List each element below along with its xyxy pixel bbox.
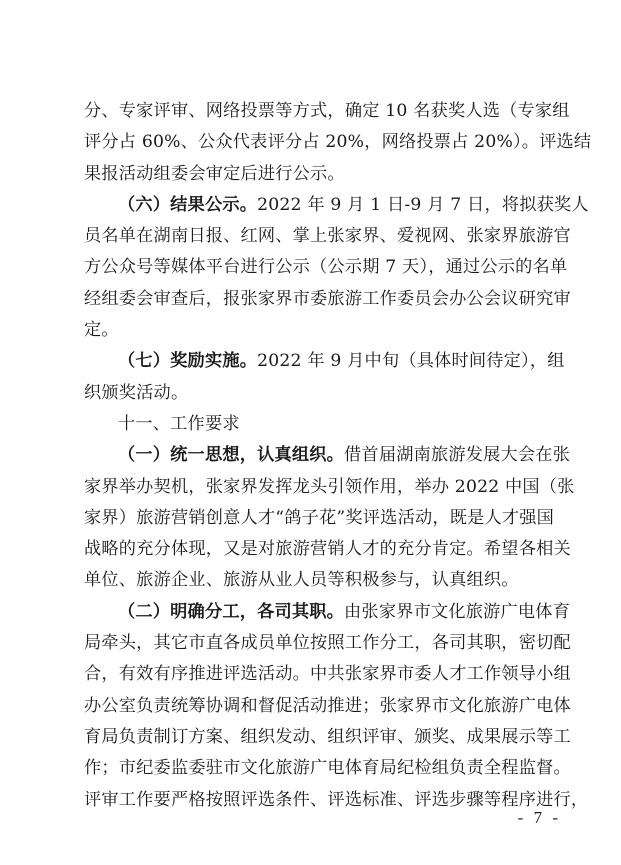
text-span: 由张家界市文化旅游广电体育 [344, 601, 571, 622]
text-line: 家界）旅游营销创意人才“鸽子花”奖评选活动，既是人才强国 [84, 507, 555, 528]
text-line: 家界举办契机，张家界发挥龙头引领作用，举办 2022 中国（张 [84, 476, 575, 497]
text-line: 分、专家评审、网络投票等方式，确定 10 名获奖人选（专家组 [84, 101, 570, 121]
text-span: 借首届湖南旅游发展大会在张 [344, 445, 571, 466]
text-line: 评分占 60%、公众代表评分占 20%，网络投票占 20%）。评选结 [84, 132, 592, 153]
text-line: 局牵头，其它市直各成员单位按照工作分工，各司其职，密切配 [84, 633, 571, 654]
text-line: 育局负责制订方案、组织发动、组织评审、颁奖、成果展示等工 [84, 726, 571, 747]
text-line: 方公众号等媒体平台进行公示（公示期 7 天），通过公示的名单 [84, 257, 568, 278]
text-line: 织颁奖活动。 [84, 382, 189, 403]
text-line: 战略的充分体现，又是对旅游营销人才的充分肯定。希望各相关 [84, 539, 571, 560]
paragraph [84, 96, 592, 190]
text-line: 经组委会审查后，报张家界市委旅游工作委员会办公会议研究审 [84, 288, 571, 309]
text-line: 办公室负责统筹协调和督促活动推进；张家界市文化旅游广电体 [84, 695, 571, 716]
text-line: 定。 [84, 320, 119, 341]
text-line [84, 440, 571, 471]
text-line: 单位、旅游企业、旅游从业人员等积极参与，认真组织。 [84, 570, 519, 591]
text-line [84, 190, 589, 221]
text-line [84, 346, 565, 377]
paragraph [84, 440, 575, 596]
text-line: 评审工作要严格按照评选条件、评选标准、评选步骤等程序进行， [84, 789, 589, 810]
subheading: （一）统一思想，认真组织。 [118, 445, 345, 466]
text-line: 员名单在湖南日报、红网、掌上张家界、爱视网、张家界旅游官 [84, 226, 571, 247]
page-number: - 7 - [517, 808, 561, 827]
text-span: 2022 年 9 月中旬（具体时间待定），组 [257, 351, 565, 372]
paragraph [84, 190, 589, 346]
text-line [84, 597, 571, 628]
paragraph [84, 597, 589, 816]
section-heading: 十一、工作要求 [118, 413, 240, 434]
document-body [84, 96, 592, 816]
subheading: （六）结果公示。 [118, 194, 258, 215]
text-span: 2022 年 9 月 1 日-9 月 7 日，将拟获奖人 [257, 194, 589, 215]
subheading: （七）奖励实施。 [118, 351, 258, 372]
text-line: 合，有效有序推进评选活动。中共张家界市委人才工作领导小组 [84, 664, 571, 685]
paragraph [84, 346, 565, 409]
text-line: 作；市纪委监委驻市文化旅游广电体育局纪检组负责全程监督。 [84, 758, 571, 779]
text-line: 果报活动组委会审定后进行公示。 [84, 163, 345, 184]
subheading: （二）明确分工，各司其职。 [118, 601, 345, 622]
